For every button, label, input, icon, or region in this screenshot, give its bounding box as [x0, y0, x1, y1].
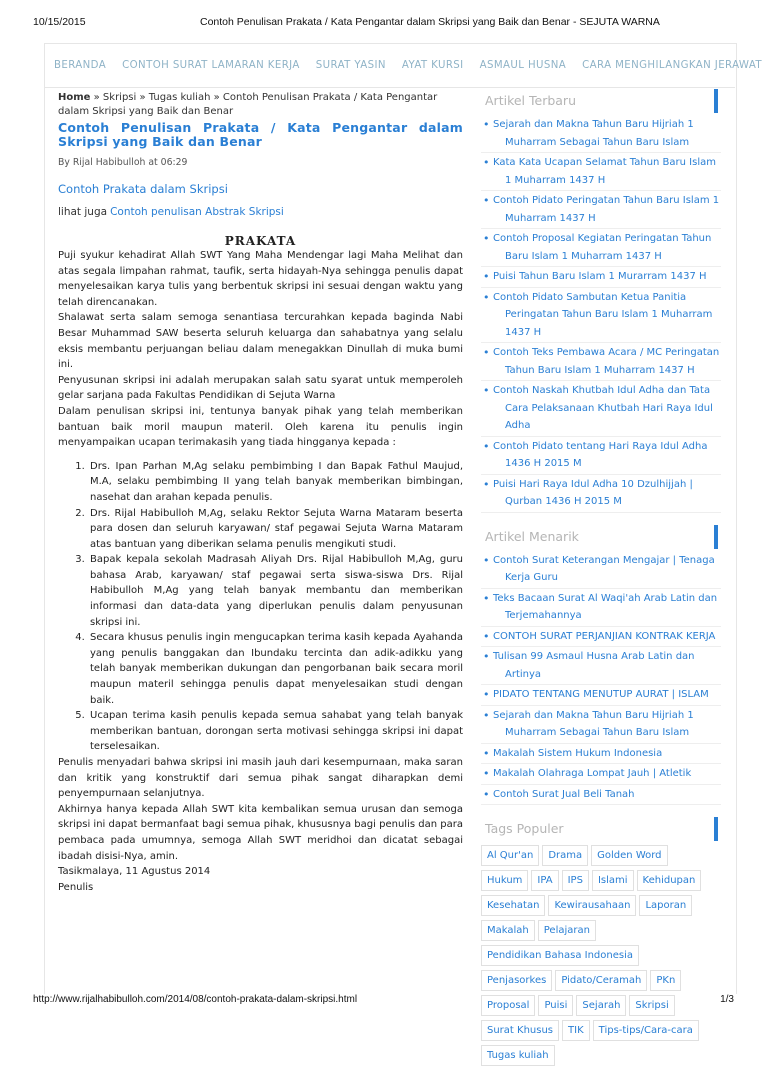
tag-link[interactable]: Puisi: [538, 995, 573, 1016]
article-link[interactable]: Puisi Tahun Baru Islam 1 Murarram 1437 H: [493, 271, 707, 282]
bullet-icon: •: [483, 708, 490, 722]
interesting-articles-list: [481, 551, 721, 806]
bullet-icon: •: [483, 650, 490, 663]
nav-item-ayat-kursi[interactable]: AYAT KURSI: [401, 59, 464, 71]
prakata-heading: PRAKATA: [224, 234, 297, 248]
tag-link[interactable]: Golden Word: [591, 845, 667, 866]
accent-bar: [714, 525, 718, 549]
list-item[interactable]: [481, 475, 721, 513]
widget-title-recent: [481, 91, 721, 111]
bullet-icon: •: [483, 439, 490, 453]
list-item: 1. Drs. Ipan Parhan M,Ag selaku pembimbing I dan Bapak Fathul Maujud, M.A, selaku pembimbing II yang telah banyak memberikan bimbingan, nasehat dan arahan kepada penulis.: [88, 459, 463, 506]
accent-bar: [714, 817, 718, 841]
list-item[interactable]: [481, 153, 721, 191]
tag-link[interactable]: Sejarah: [576, 995, 626, 1016]
tag-link[interactable]: Drama: [542, 845, 588, 866]
bullet-icon: •: [483, 384, 490, 397]
list-item[interactable]: [481, 627, 721, 648]
paragraph: Shalawat serta salam semoga senantiasa tercurahkan kepada baginda Nabi Besar Muhammad SAW beserta seluruh keluarga dan sahabatnya yang selalu eksis membantu perjuangan beliau dalam menegakkan Dinullah di muka bumi ini.: [58, 312, 463, 371]
widget-title-interesting: [481, 527, 721, 547]
nav-item-beranda[interactable]: BERANDA: [54, 59, 107, 71]
list-item[interactable]: [481, 267, 721, 288]
list-item: 3. Bapak kepala sekolah Madrasah Aliyah Drs. Rijal Habibulloh M,Ag, guru bahasa Arab, karyawan/ staf pegawai serta siswa-siswa Drs. Rijal Habibulloh M,Ag yang telah banyak membantu dan memberikan informasi dan data-data yang diperlukan penulis dalam penyusunan skripsi ini.: [88, 552, 463, 630]
bullet-icon: •: [483, 477, 490, 491]
tag-link[interactable]: Al Qur'an: [481, 845, 539, 866]
article-link[interactable]: Contoh Pidato Peringatan Tahun Baru Islam 1 Muharram 1437 H: [493, 195, 720, 224]
article-link[interactable]: Tulisan 99 Asmaul Husna Arab Latin dan Artinya: [493, 651, 695, 680]
paragraph: Penyusunan skripsi ini adalah merupakan salah satu syarat untuk memperoleh gelar sarjana pada Fakultas Pendidikan di Sejuta Warna: [58, 374, 463, 402]
list-item[interactable]: [481, 685, 721, 706]
list-item[interactable]: [481, 785, 721, 806]
tag-link[interactable]: Skripsi: [629, 995, 674, 1016]
print-title: Contoh Penulisan Prakata / Kata Pengantar dalam Skripsi yang Baik dan Benar - SEJUTA WARNA: [200, 16, 660, 28]
tag-link[interactable]: TIK: [562, 1020, 590, 1041]
nav-item-cara-menghilangkan-jerawat[interactable]: CARA MENGHILANGKAN JERAWAT: [582, 59, 763, 71]
bullet-icon: •: [483, 787, 490, 801]
tag-link[interactable]: Surat Khusus: [481, 1020, 559, 1041]
article-link[interactable]: Contoh Surat Jual Beli Tanah: [493, 788, 635, 800]
widget-title-text: Tags Populer: [485, 821, 564, 836]
post-byline: By Rijal Habibulloh at 06:29: [58, 157, 188, 168]
signature: Penulis: [58, 881, 94, 893]
breadcrumb-home-link[interactable]: Home: [58, 92, 91, 103]
list-item[interactable]: [481, 744, 721, 765]
see-also: [58, 206, 463, 218]
post-body: [58, 248, 463, 895]
widget-title-tags: [481, 819, 721, 839]
list-item[interactable]: [481, 551, 721, 589]
paragraph: Dalam penulisan skripsi ini, tentunya banyak pihak yang telah memberikan bantuan baik moril maupun materil. Oleh karena itu penulis ingin menyampaikan ucapan terimakasih yang tiada hingganya kepada :: [58, 405, 463, 449]
bullet-icon: •: [483, 232, 490, 245]
article-link[interactable]: Makalah Olahraga Lompat Jauh | Atletik: [493, 768, 692, 779]
article-link[interactable]: Puisi Hari Raya Idul Adha 10 Dzulhijjah | Qurban 1436 H 2015 M: [493, 478, 693, 507]
bullet-icon: •: [483, 194, 490, 207]
article-link[interactable]: Contoh Teks Pembawa Acara / MC Peringatan Tahun Baru Islam 1 Muharram 1437 H: [493, 347, 720, 376]
article-link[interactable]: Sejarah dan Makna Tahun Baru Hijriah 1 Muharram Sebagai Tahun Baru Islam: [493, 709, 694, 738]
article-link[interactable]: Makalah Sistem Hukum Indonesia: [493, 747, 663, 759]
list-item[interactable]: [481, 191, 721, 229]
breadcrumb: [58, 91, 463, 119]
tag-link[interactable]: Kehidupan: [637, 870, 702, 891]
bullet-icon: •: [483, 270, 490, 283]
print-page-number: 1/3: [720, 994, 734, 1005]
bullet-icon: •: [483, 290, 490, 304]
list-item[interactable]: [481, 229, 721, 267]
tag-link[interactable]: PKn: [650, 970, 681, 991]
paragraph: Penulis menyadari bahwa skripsi ini masih jauh dari kesempurnaan, maka saran dan kritik yang konstruktif dari semua pihak sangat diharapkan demi penyempurnaan selanjutnya.: [58, 757, 463, 800]
list-item: 2. Drs. Rijal Habibulloh M,Ag, selaku Rektor Sejuta Warna Mataram beserta para dosen dan seluruh karyawan/ staf pegawai Sejuta Warna Mataram atas bantuan yang diberikan selama penulis mengikuti studi.: [88, 506, 463, 553]
tag-link[interactable]: Hukum: [481, 870, 528, 891]
accent-bar: [714, 89, 718, 113]
thanks-list: [58, 459, 463, 755]
tag-link[interactable]: Pidato/Ceramah: [555, 970, 647, 991]
tag-link[interactable]: Tugas kuliah: [481, 1045, 555, 1066]
tag-link[interactable]: Kewirausahaan: [548, 895, 636, 916]
widget-title-text: Artikel Terbaru: [485, 93, 576, 108]
breadcrumb-trail[interactable]: » Skripsi » Tugas kuliah » Contoh Penulisan Prakata / Kata Pengantar dalam Skripsi yang Baik dan Benar: [58, 92, 438, 117]
article-link[interactable]: Contoh Naskah Khutbah Idul Adha dan Tata Cara Pelaksanaan Khutbah Hari Raya Idul Adha: [493, 385, 713, 431]
tag-link[interactable]: Kesehatan: [481, 895, 545, 916]
list-item: 5. Ucapan terima kasih penulis kepada semua sahabat yang telah banyak memberikan bantuan, dorongan serta motivasi sehingga skripsi ini dapat terselesaikan.: [88, 708, 463, 755]
article-link[interactable]: Contoh Pidato Sambutan Ketua Panitia Peringatan Tahun Baru Islam 1 Muharram 1437 H: [493, 291, 713, 338]
paragraph: Puji syukur kehadirat Allah SWT Yang Maha Mendengar lagi Maha Melihat dan atas segala limpahan rahmat, taufik, serta hidayah-Nya sehingga penulis dapat menyelesaikan karya tulis yang berbentuk skripsi ini sesuai dengan waktu yang telah direncanakan.: [58, 250, 463, 308]
tag-link[interactable]: IPA: [531, 870, 558, 891]
tag-link[interactable]: Laporan: [639, 895, 692, 916]
bullet-icon: •: [483, 767, 490, 780]
bullet-icon: •: [483, 553, 490, 567]
bullet-icon: •: [483, 118, 490, 131]
tag-link[interactable]: Islami: [592, 870, 634, 891]
recent-articles-list: [481, 115, 721, 513]
bullet-icon: •: [483, 346, 490, 359]
print-date: 10/15/2015: [33, 16, 86, 28]
sidebar: [481, 91, 721, 1070]
article-link[interactable]: Teks Bacaan Surat Al Waqi'ah Arab Latin dan Terjemahannya: [493, 592, 718, 621]
bullet-icon: •: [483, 156, 490, 169]
nav-item-contoh-surat-lamaran-kerja[interactable]: CONTOH SURAT LAMARAN KERJA: [122, 59, 300, 71]
article-link[interactable]: PIDATO TENTANG MENUTUP AURAT | ISLAM: [493, 689, 709, 700]
see-also-link[interactable]: Contoh penulisan Abstrak Skripsi: [110, 206, 284, 218]
post-subheading: Contoh Prakata dalam Skripsi: [58, 182, 228, 196]
tag-link[interactable]: Pelajaran: [538, 920, 596, 941]
article-link[interactable]: Kata Kata Ucapan Selamat Tahun Baru Islam 1 Muharram 1437 H: [493, 157, 716, 186]
tag-cloud: [481, 845, 711, 1070]
article-link[interactable]: Contoh Surat Keterangan Mengajar | Tenaga Kerja Guru: [493, 554, 715, 583]
print-header: [0, 14, 768, 30]
list-item[interactable]: [481, 647, 721, 685]
nav-item-asmaul-husna[interactable]: ASMAUL HUSNA: [479, 59, 567, 71]
bullet-icon: •: [483, 688, 490, 701]
bullet-icon: •: [483, 629, 490, 643]
paragraph: Akhirnya hanya kepada Allah SWT kita kembalikan semua urusan dan semoga skripsi ini dapat bermanfaat bagi semua pihak, khususnya bagi penulis dan para pembaca pada umumnya, semoga Allah SWT meridhoi dan dicatat sebagai ibadah disisi-Nya, amin.: [58, 803, 463, 862]
bullet-icon: •: [483, 746, 490, 760]
tag-link[interactable]: Pendidikan Bahasa Indonesia: [481, 945, 639, 966]
see-also-label: lihat juga: [58, 206, 108, 218]
widget-title-text: Artikel Menarik: [485, 528, 579, 544]
list-item[interactable]: [481, 764, 721, 785]
list-item[interactable]: [481, 288, 721, 344]
list-item[interactable]: [481, 343, 721, 381]
bullet-icon: •: [483, 591, 490, 605]
print-url: http://www.rijalhabibulloh.com/2014/08/contoh-prakata-dalam-skripsi.html: [33, 994, 358, 1005]
tag-link[interactable]: IPS: [562, 870, 589, 891]
print-footer: [0, 994, 768, 1010]
article-link[interactable]: Contoh Proposal Kegiatan Peringatan Tahun Baru Islam 1 Muharram 1437 H: [493, 233, 712, 262]
article-link[interactable]: Contoh Pidato tentang Hari Raya Idul Adha 1436 H 2015 M: [493, 440, 708, 469]
nav-item-surat-yasin[interactable]: SURAT YASIN: [315, 59, 386, 71]
top-nav: [44, 43, 763, 88]
post-title[interactable]: Contoh Penulisan Prakata / Kata Pengantar dalam Skripsi yang Baik dan Benar: [58, 120, 463, 149]
article-link[interactable]: Sejarah dan Makna Tahun Baru Hijriah 1 Muharram Sebagai Tahun Baru Islam: [493, 119, 694, 148]
tag-link[interactable]: Proposal: [481, 995, 535, 1016]
main-content: [58, 91, 463, 895]
list-item[interactable]: [481, 115, 721, 153]
list-item: 4. Secara khusus penulis ingin mengucapkan terima kasih kepada Ayahanda yang penulis banggakan dan Ibundaku tercinta dan adik-adikku yang telah banyak memberikan dukungan dan pengorbanan baik secara moril maupun materil sehingga penulis dapat menyelesaikan studi dengan baik.: [88, 630, 463, 708]
tag-link[interactable]: Tips-tips/Cara-cara: [593, 1020, 699, 1041]
tag-link[interactable]: Makalah: [481, 920, 535, 941]
list-item[interactable]: [481, 381, 721, 437]
article-link[interactable]: CONTOH SURAT PERJANJIAN KONTRAK KERJA: [493, 630, 716, 642]
list-item[interactable]: [481, 706, 721, 744]
tag-link[interactable]: Penjasorkes: [481, 970, 552, 991]
list-item[interactable]: [481, 589, 721, 627]
place-date: Tasikmalaya, 11 Agustus 2014: [58, 866, 211, 878]
list-item[interactable]: [481, 437, 721, 475]
